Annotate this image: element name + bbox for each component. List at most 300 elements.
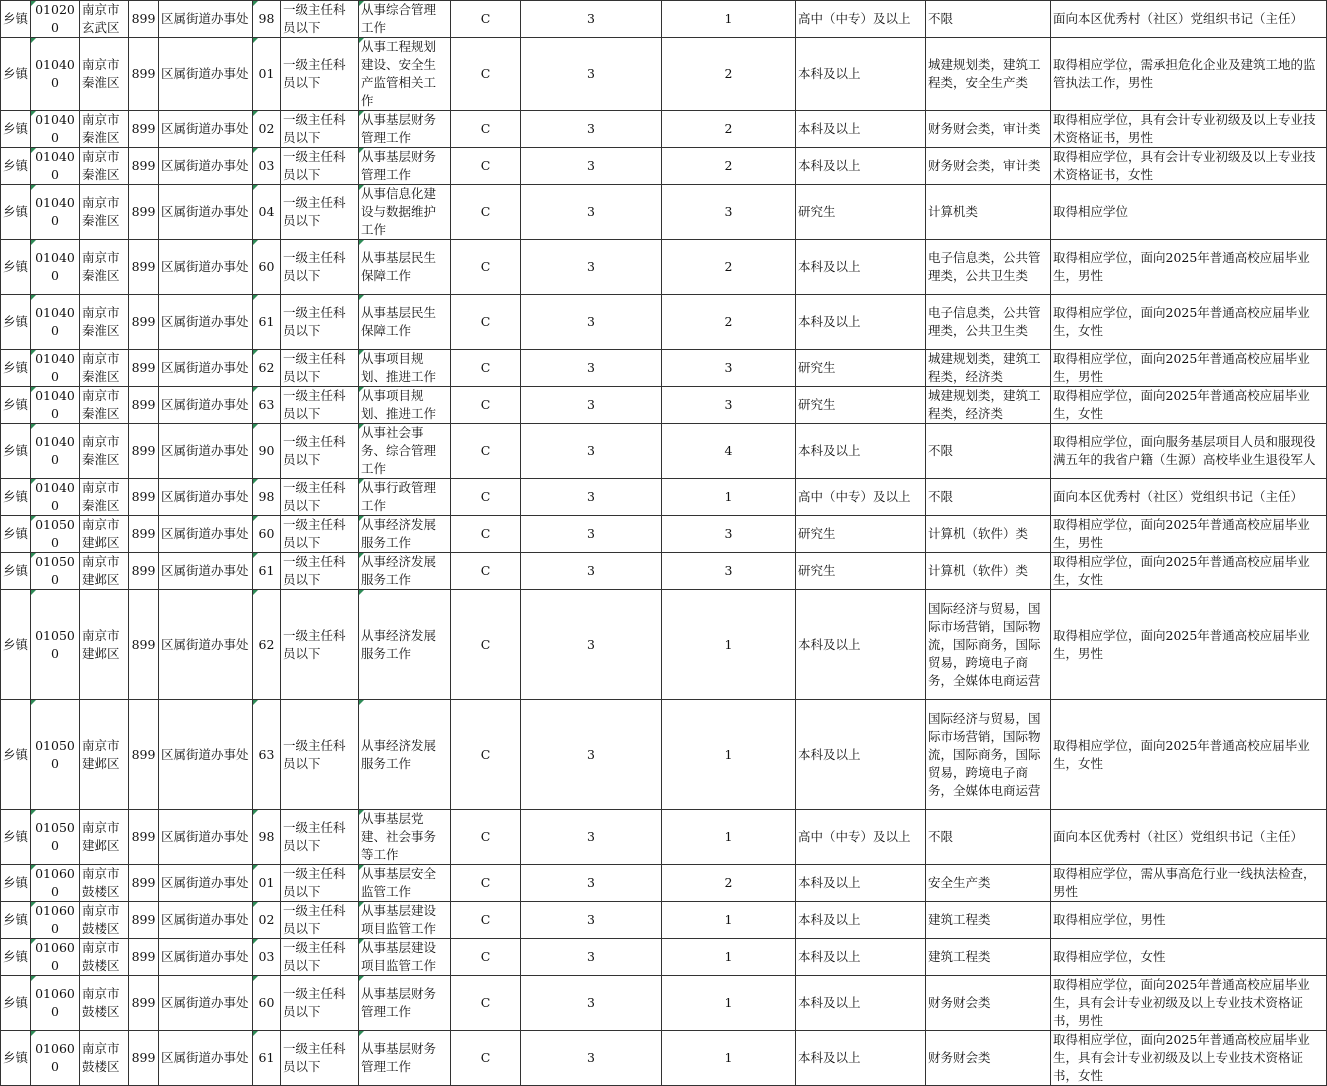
cell-edu: 本科及以上 <box>796 295 926 350</box>
cell-edu: 本科及以上 <box>796 902 926 939</box>
cell-num: 3 <box>662 516 796 553</box>
cell-unit-code: 899 <box>129 902 159 939</box>
cell-unit-code: 899 <box>129 553 159 590</box>
cell-pos-code: 61 <box>253 553 281 590</box>
table-row <box>1 902 1327 939</box>
cell-type: 乡镇 <box>1 424 31 479</box>
cell-exam: C <box>451 424 521 479</box>
cell-unit: 区属街道办事处 <box>159 148 253 185</box>
cell-num: 1 <box>662 590 796 700</box>
cell-num: 2 <box>662 148 796 185</box>
cell-unit-code: 899 <box>129 976 159 1031</box>
cell-code: 010500 <box>31 700 80 810</box>
cell-num: 2 <box>662 240 796 295</box>
cell-unit-code: 899 <box>129 38 159 111</box>
cell-num: 1 <box>662 939 796 976</box>
table-row <box>1 516 1327 553</box>
cell-duty: 从事基层民生保障工作 <box>359 295 451 350</box>
cell-major: 不限 <box>926 424 1051 479</box>
cell-region: 南京市秦淮区 <box>80 111 129 148</box>
cell-exam: C <box>451 1 521 38</box>
cell-region: 南京市秦淮区 <box>80 295 129 350</box>
cell-num: 1 <box>662 810 796 865</box>
cell-ratio: 3 <box>521 590 662 700</box>
cell-major: 计算机类 <box>926 185 1051 240</box>
cell-pos-code: 02 <box>253 111 281 148</box>
cell-position: 一级主任科员以下 <box>281 810 359 865</box>
cell-type: 乡镇 <box>1 590 31 700</box>
cell-code: 010500 <box>31 516 80 553</box>
cell-unit: 区属街道办事处 <box>159 553 253 590</box>
cell-major: 财务财会类，审计类 <box>926 148 1051 185</box>
cell-region: 南京市建邺区 <box>80 553 129 590</box>
cell-code: 010600 <box>31 865 80 902</box>
cell-ratio: 3 <box>521 424 662 479</box>
table-row <box>1 590 1327 700</box>
cell-region: 南京市秦淮区 <box>80 38 129 111</box>
cell-num: 2 <box>662 38 796 111</box>
cell-type: 乡镇 <box>1 516 31 553</box>
cell-ratio: 3 <box>521 295 662 350</box>
cell-other: 取得相应学位，面向2025年普通高校应届毕业生，男性 <box>1051 516 1327 553</box>
table-row <box>1 976 1327 1031</box>
cell-num: 3 <box>662 553 796 590</box>
cell-position: 一级主任科员以下 <box>281 1 359 38</box>
cell-position: 一级主任科员以下 <box>281 1031 359 1086</box>
cell-duty: 从事基层安全监管工作 <box>359 865 451 902</box>
cell-other: 取得相应学位，男性 <box>1051 902 1327 939</box>
cell-unit: 区属街道办事处 <box>159 939 253 976</box>
cell-duty: 从事基层建设项目监管工作 <box>359 902 451 939</box>
cell-exam: C <box>451 590 521 700</box>
cell-exam: C <box>451 295 521 350</box>
cell-exam: C <box>451 516 521 553</box>
cell-pos-code: 62 <box>253 350 281 387</box>
table-row <box>1 479 1327 516</box>
cell-edu: 高中（中专）及以上 <box>796 810 926 865</box>
cell-edu: 本科及以上 <box>796 700 926 810</box>
cell-type: 乡镇 <box>1 976 31 1031</box>
cell-type: 乡镇 <box>1 148 31 185</box>
cell-unit-code: 899 <box>129 185 159 240</box>
cell-pos-code: 98 <box>253 479 281 516</box>
cell-ratio: 3 <box>521 865 662 902</box>
cell-other: 取得相应学位，女性 <box>1051 939 1327 976</box>
cell-region: 南京市鼓楼区 <box>80 1031 129 1086</box>
cell-exam: C <box>451 1031 521 1086</box>
cell-other: 取得相应学位 <box>1051 185 1327 240</box>
cell-code: 010500 <box>31 810 80 865</box>
cell-position: 一级主任科员以下 <box>281 387 359 424</box>
cell-position: 一级主任科员以下 <box>281 590 359 700</box>
cell-ratio: 3 <box>521 387 662 424</box>
cell-major: 城建规划类，建筑工程类，经济类 <box>926 387 1051 424</box>
cell-type: 乡镇 <box>1 902 31 939</box>
cell-position: 一级主任科员以下 <box>281 424 359 479</box>
cell-region: 南京市秦淮区 <box>80 185 129 240</box>
cell-pos-code: 61 <box>253 295 281 350</box>
cell-num: 1 <box>662 700 796 810</box>
table-row <box>1 700 1327 810</box>
table-row <box>1 424 1327 479</box>
cell-unit: 区属街道办事处 <box>159 1 253 38</box>
cell-edu: 本科及以上 <box>796 976 926 1031</box>
cell-edu: 研究生 <box>796 516 926 553</box>
table-row <box>1 185 1327 240</box>
cell-major: 国际经济与贸易，国际市场营销，国际物流，国际商务，国际贸易，跨境电子商务，全媒体电商运营 <box>926 700 1051 810</box>
cell-code: 010600 <box>31 1031 80 1086</box>
cell-code: 010600 <box>31 902 80 939</box>
cell-region: 南京市建邺区 <box>80 700 129 810</box>
cell-pos-code: 62 <box>253 590 281 700</box>
cell-unit: 区属街道办事处 <box>159 479 253 516</box>
cell-position: 一级主任科员以下 <box>281 939 359 976</box>
cell-pos-code: 02 <box>253 902 281 939</box>
cell-num: 2 <box>662 295 796 350</box>
cell-code: 010400 <box>31 240 80 295</box>
cell-exam: C <box>451 479 521 516</box>
table-row <box>1 148 1327 185</box>
cell-major: 财务财会类，审计类 <box>926 111 1051 148</box>
cell-type: 乡镇 <box>1 240 31 295</box>
cell-position: 一级主任科员以下 <box>281 295 359 350</box>
cell-pos-code: 60 <box>253 240 281 295</box>
cell-duty: 从事综合管理工作 <box>359 1 451 38</box>
cell-major: 建筑工程类 <box>926 939 1051 976</box>
cell-unit: 区属街道办事处 <box>159 810 253 865</box>
cell-major: 计算机（软件）类 <box>926 516 1051 553</box>
cell-region: 南京市秦淮区 <box>80 240 129 295</box>
cell-pos-code: 01 <box>253 38 281 111</box>
cell-exam: C <box>451 111 521 148</box>
cell-exam: C <box>451 939 521 976</box>
cell-ratio: 3 <box>521 810 662 865</box>
cell-unit-code: 899 <box>129 479 159 516</box>
cell-type: 乡镇 <box>1 810 31 865</box>
cell-unit-code: 899 <box>129 865 159 902</box>
cell-other: 面向本区优秀村（社区）党组织书记（主任） <box>1051 810 1327 865</box>
table-row <box>1 810 1327 865</box>
cell-pos-code: 60 <box>253 976 281 1031</box>
cell-duty: 从事基层建设项目监管工作 <box>359 939 451 976</box>
cell-edu: 本科及以上 <box>796 240 926 295</box>
cell-ratio: 3 <box>521 553 662 590</box>
cell-code: 010600 <box>31 939 80 976</box>
cell-position: 一级主任科员以下 <box>281 902 359 939</box>
cell-region: 南京市建邺区 <box>80 516 129 553</box>
cell-region: 南京市秦淮区 <box>80 479 129 516</box>
cell-exam: C <box>451 902 521 939</box>
cell-exam: C <box>451 700 521 810</box>
cell-other: 取得相应学位，面向2025年普通高校应届毕业生，女性 <box>1051 295 1327 350</box>
cell-exam: C <box>451 148 521 185</box>
cell-edu: 研究生 <box>796 387 926 424</box>
cell-region: 南京市鼓楼区 <box>80 902 129 939</box>
cell-exam: C <box>451 865 521 902</box>
cell-exam: C <box>451 810 521 865</box>
table-row <box>1 1 1327 38</box>
cell-duty: 从事经济发展服务工作 <box>359 590 451 700</box>
cell-edu: 本科及以上 <box>796 111 926 148</box>
cell-unit: 区属街道办事处 <box>159 295 253 350</box>
cell-major: 国际经济与贸易，国际市场营销，国际物流，国际商务，国际贸易，跨境电子商务，全媒体电商运营 <box>926 590 1051 700</box>
cell-other: 面向本区优秀村（社区）党组织书记（主任） <box>1051 1 1327 38</box>
table-row <box>1 553 1327 590</box>
cell-edu: 本科及以上 <box>796 865 926 902</box>
table-row <box>1 111 1327 148</box>
cell-position: 一级主任科员以下 <box>281 185 359 240</box>
table-body <box>1 1 1327 1086</box>
table-row <box>1 350 1327 387</box>
cell-unit: 区属街道办事处 <box>159 516 253 553</box>
cell-other: 取得相应学位，具有会计专业初级及以上专业技术资格证书，男性 <box>1051 111 1327 148</box>
cell-type: 乡镇 <box>1 387 31 424</box>
cell-unit: 区属街道办事处 <box>159 590 253 700</box>
cell-duty: 从事项目规划、推进工作 <box>359 350 451 387</box>
cell-unit: 区属街道办事处 <box>159 185 253 240</box>
cell-edu: 本科及以上 <box>796 939 926 976</box>
cell-type: 乡镇 <box>1 1031 31 1086</box>
cell-unit-code: 899 <box>129 148 159 185</box>
cell-num: 1 <box>662 479 796 516</box>
cell-unit-code: 899 <box>129 590 159 700</box>
cell-edu: 本科及以上 <box>796 1031 926 1086</box>
cell-duty: 从事项目规划、推进工作 <box>359 387 451 424</box>
cell-unit: 区属街道办事处 <box>159 976 253 1031</box>
cell-position: 一级主任科员以下 <box>281 240 359 295</box>
cell-duty: 从事经济发展服务工作 <box>359 700 451 810</box>
cell-unit-code: 899 <box>129 1 159 38</box>
cell-ratio: 3 <box>521 939 662 976</box>
cell-num: 4 <box>662 424 796 479</box>
table-row <box>1 240 1327 295</box>
cell-code: 010500 <box>31 590 80 700</box>
cell-code: 010400 <box>31 185 80 240</box>
cell-duty: 从事基层财务管理工作 <box>359 1031 451 1086</box>
cell-unit: 区属街道办事处 <box>159 865 253 902</box>
cell-exam: C <box>451 387 521 424</box>
cell-pos-code: 03 <box>253 939 281 976</box>
cell-major: 计算机（软件）类 <box>926 553 1051 590</box>
cell-unit-code: 899 <box>129 810 159 865</box>
cell-other: 取得相应学位，需从事高危行业一线执法检查，男性 <box>1051 865 1327 902</box>
cell-type: 乡镇 <box>1 479 31 516</box>
cell-major: 不限 <box>926 1 1051 38</box>
cell-code: 010500 <box>31 553 80 590</box>
cell-num: 1 <box>662 1 796 38</box>
cell-pos-code: 03 <box>253 148 281 185</box>
cell-duty: 从事基层民生保障工作 <box>359 240 451 295</box>
cell-code: 010200 <box>31 1 80 38</box>
cell-ratio: 3 <box>521 38 662 111</box>
cell-type: 乡镇 <box>1 38 31 111</box>
cell-unit-code: 899 <box>129 939 159 976</box>
cell-num: 3 <box>662 387 796 424</box>
cell-exam: C <box>451 350 521 387</box>
cell-ratio: 3 <box>521 516 662 553</box>
cell-position: 一级主任科员以下 <box>281 553 359 590</box>
cell-unit-code: 899 <box>129 387 159 424</box>
cell-unit-code: 899 <box>129 1031 159 1086</box>
cell-other: 面向本区优秀村（社区）党组织书记（主任） <box>1051 479 1327 516</box>
cell-num: 1 <box>662 1031 796 1086</box>
cell-duty: 从事经济发展服务工作 <box>359 516 451 553</box>
cell-duty: 从事社会事务、综合管理工作 <box>359 424 451 479</box>
cell-other: 取得相应学位，面向2025年普通高校应届毕业生，男性 <box>1051 240 1327 295</box>
cell-duty: 从事基层党建、社会事务等工作 <box>359 810 451 865</box>
cell-type: 乡镇 <box>1 865 31 902</box>
cell-unit-code: 899 <box>129 700 159 810</box>
cell-other: 取得相应学位，面向2025年普通高校应届毕业生，女性 <box>1051 387 1327 424</box>
cell-type: 乡镇 <box>1 295 31 350</box>
cell-ratio: 3 <box>521 1031 662 1086</box>
cell-major: 建筑工程类 <box>926 902 1051 939</box>
cell-major: 不限 <box>926 810 1051 865</box>
cell-duty: 从事工程规划建设、安全生产监管相关工作 <box>359 38 451 111</box>
cell-ratio: 3 <box>521 185 662 240</box>
cell-position: 一级主任科员以下 <box>281 865 359 902</box>
cell-ratio: 3 <box>521 976 662 1031</box>
cell-position: 一级主任科员以下 <box>281 700 359 810</box>
cell-code: 010400 <box>31 479 80 516</box>
cell-position: 一级主任科员以下 <box>281 148 359 185</box>
cell-duty: 从事基层财务管理工作 <box>359 148 451 185</box>
cell-unit: 区属街道办事处 <box>159 350 253 387</box>
cell-code: 010600 <box>31 976 80 1031</box>
cell-duty: 从事信息化建设与数据维护工作 <box>359 185 451 240</box>
cell-unit: 区属街道办事处 <box>159 240 253 295</box>
cell-ratio: 3 <box>521 350 662 387</box>
cell-region: 南京市秦淮区 <box>80 424 129 479</box>
cell-unit-code: 899 <box>129 516 159 553</box>
cell-position: 一级主任科员以下 <box>281 976 359 1031</box>
cell-edu: 高中（中专）及以上 <box>796 479 926 516</box>
cell-unit-code: 899 <box>129 350 159 387</box>
cell-ratio: 3 <box>521 1 662 38</box>
cell-ratio: 3 <box>521 148 662 185</box>
table-row <box>1 939 1327 976</box>
cell-exam: C <box>451 553 521 590</box>
cell-region: 南京市鼓楼区 <box>80 865 129 902</box>
cell-type: 乡镇 <box>1 700 31 810</box>
cell-type: 乡镇 <box>1 553 31 590</box>
cell-position: 一级主任科员以下 <box>281 38 359 111</box>
cell-duty: 从事基层财务管理工作 <box>359 111 451 148</box>
cell-num: 3 <box>662 350 796 387</box>
cell-region: 南京市鼓楼区 <box>80 976 129 1031</box>
cell-unit-code: 899 <box>129 424 159 479</box>
cell-other: 取得相应学位，面向服务基层项目人员和服现役满五年的我省户籍（生源）高校毕业生退役军人 <box>1051 424 1327 479</box>
cell-unit: 区属街道办事处 <box>159 700 253 810</box>
cell-other: 取得相应学位，面向2025年普通高校应届毕业生，男性 <box>1051 590 1327 700</box>
cell-major: 城建规划类，建筑工程类，安全生产类 <box>926 38 1051 111</box>
cell-region: 南京市玄武区 <box>80 1 129 38</box>
cell-pos-code: 61 <box>253 1031 281 1086</box>
cell-duty: 从事基层财务管理工作 <box>359 976 451 1031</box>
cell-code: 010400 <box>31 111 80 148</box>
cell-pos-code: 63 <box>253 387 281 424</box>
cell-duty: 从事经济发展服务工作 <box>359 553 451 590</box>
cell-duty: 从事行政管理工作 <box>359 479 451 516</box>
cell-major: 财务财会类 <box>926 976 1051 1031</box>
cell-num: 2 <box>662 865 796 902</box>
cell-exam: C <box>451 240 521 295</box>
cell-edu: 研究生 <box>796 350 926 387</box>
cell-exam: C <box>451 38 521 111</box>
cell-ratio: 3 <box>521 479 662 516</box>
table-row <box>1 865 1327 902</box>
cell-code: 010400 <box>31 424 80 479</box>
table-row <box>1 38 1327 111</box>
cell-edu: 本科及以上 <box>796 590 926 700</box>
cell-unit-code: 899 <box>129 111 159 148</box>
cell-code: 010400 <box>31 387 80 424</box>
cell-major: 电子信息类，公共管理类，公共卫生类 <box>926 240 1051 295</box>
cell-ratio: 3 <box>521 700 662 810</box>
cell-unit: 区属街道办事处 <box>159 424 253 479</box>
cell-type: 乡镇 <box>1 111 31 148</box>
cell-other: 取得相应学位，面向2025年普通高校应届毕业生，具有会计专业初级及以上专业技术资格证书，男性 <box>1051 976 1327 1031</box>
cell-code: 010400 <box>31 38 80 111</box>
cell-edu: 本科及以上 <box>796 424 926 479</box>
cell-pos-code: 98 <box>253 810 281 865</box>
cell-position: 一级主任科员以下 <box>281 350 359 387</box>
cell-major: 财务财会类 <box>926 1031 1051 1086</box>
cell-other: 取得相应学位，需承担危化企业及建筑工地的监管执法工作，男性 <box>1051 38 1327 111</box>
cell-pos-code: 60 <box>253 516 281 553</box>
cell-major: 安全生产类 <box>926 865 1051 902</box>
table-row <box>1 387 1327 424</box>
cell-region: 南京市秦淮区 <box>80 387 129 424</box>
cell-region: 南京市建邺区 <box>80 590 129 700</box>
cell-unit-code: 899 <box>129 295 159 350</box>
cell-other: 取得相应学位，面向2025年普通高校应届毕业生，女性 <box>1051 553 1327 590</box>
table-row <box>1 1031 1327 1086</box>
cell-type: 乡镇 <box>1 350 31 387</box>
cell-unit: 区属街道办事处 <box>159 111 253 148</box>
cell-code: 010400 <box>31 350 80 387</box>
cell-pos-code: 01 <box>253 865 281 902</box>
cell-pos-code: 63 <box>253 700 281 810</box>
cell-major: 城建规划类，建筑工程类，经济类 <box>926 350 1051 387</box>
cell-num: 1 <box>662 976 796 1031</box>
cell-position: 一级主任科员以下 <box>281 111 359 148</box>
cell-pos-code: 04 <box>253 185 281 240</box>
cell-unit: 区属街道办事处 <box>159 387 253 424</box>
cell-num: 1 <box>662 902 796 939</box>
cell-region: 南京市秦淮区 <box>80 148 129 185</box>
cell-unit: 区属街道办事处 <box>159 902 253 939</box>
cell-type: 乡镇 <box>1 185 31 240</box>
cell-edu: 本科及以上 <box>796 148 926 185</box>
cell-exam: C <box>451 185 521 240</box>
cell-code: 010400 <box>31 295 80 350</box>
cell-num: 2 <box>662 111 796 148</box>
cell-major: 电子信息类，公共管理类，公共卫生类 <box>926 295 1051 350</box>
cell-position: 一级主任科员以下 <box>281 479 359 516</box>
cell-other: 取得相应学位，面向2025年普通高校应届毕业生，男性 <box>1051 350 1327 387</box>
cell-region: 南京市建邺区 <box>80 810 129 865</box>
cell-region: 南京市鼓楼区 <box>80 939 129 976</box>
cell-ratio: 3 <box>521 902 662 939</box>
cell-pos-code: 90 <box>253 424 281 479</box>
cell-ratio: 3 <box>521 240 662 295</box>
cell-unit: 区属街道办事处 <box>159 38 253 111</box>
cell-other: 取得相应学位，具有会计专业初级及以上专业技术资格证书，女性 <box>1051 148 1327 185</box>
cell-type: 乡镇 <box>1 939 31 976</box>
cell-ratio: 3 <box>521 111 662 148</box>
cell-exam: C <box>451 976 521 1031</box>
